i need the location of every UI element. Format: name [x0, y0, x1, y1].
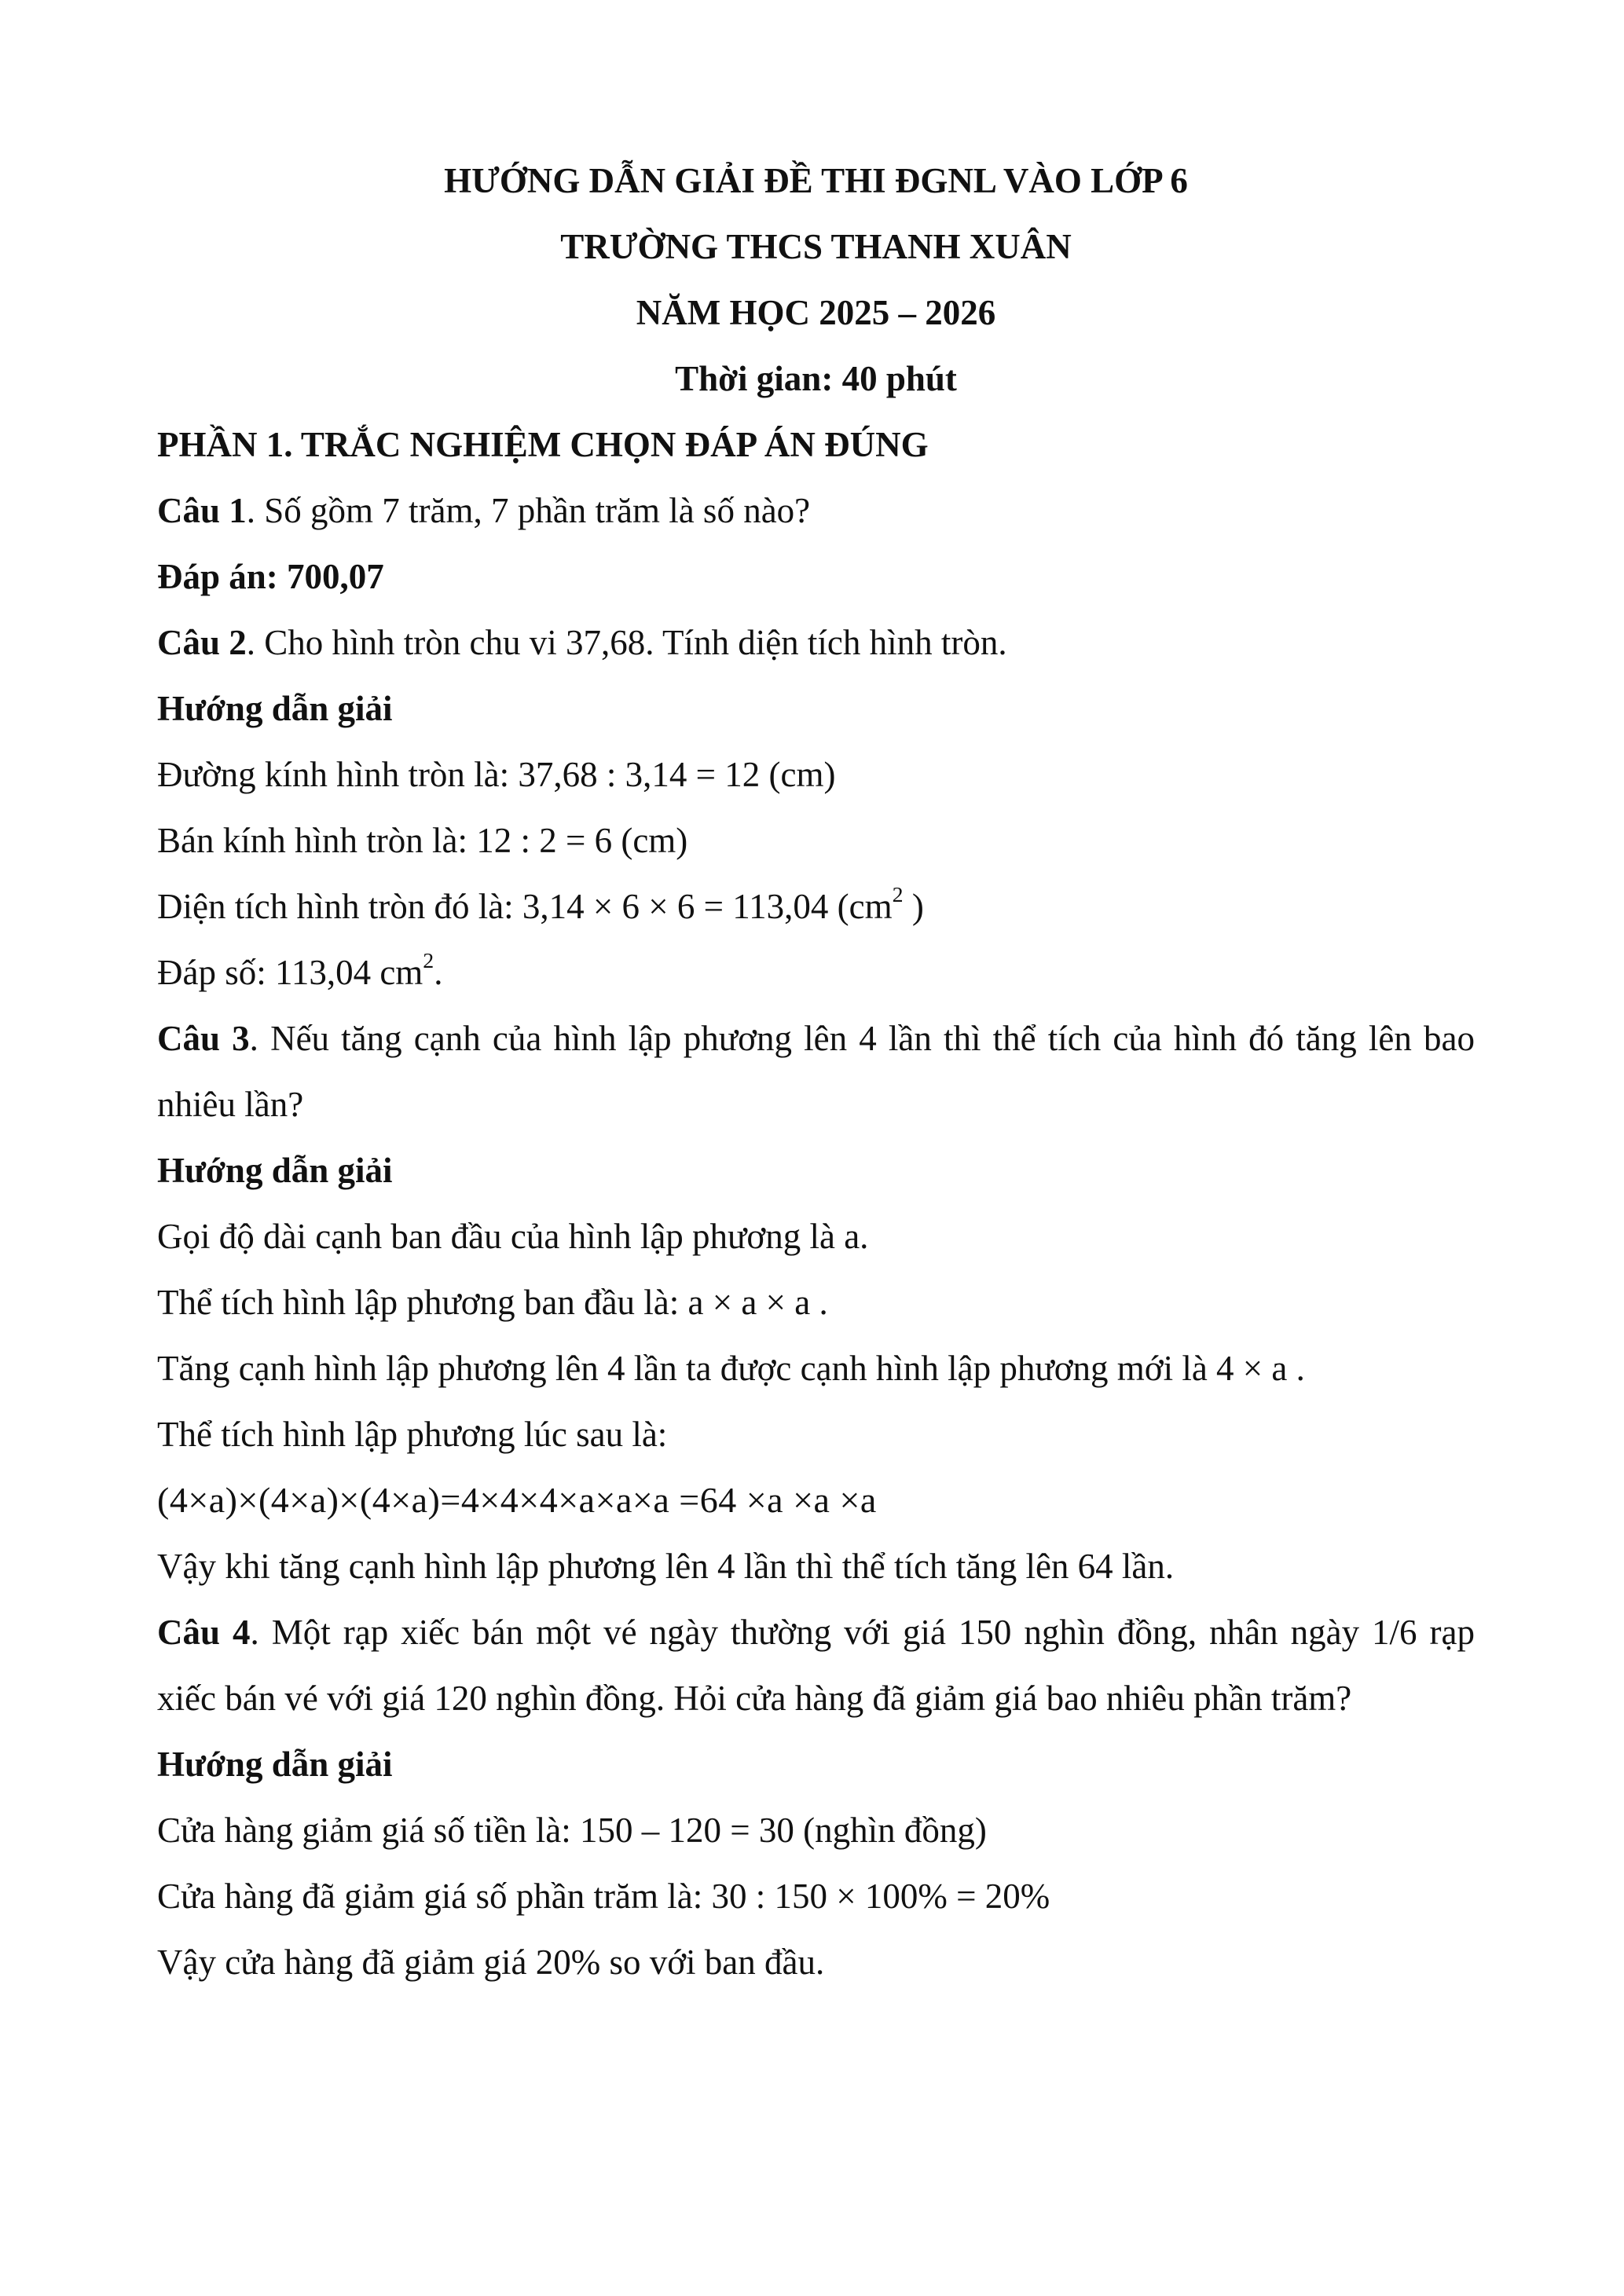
volume-formula: (4×a)×(4×a)×(4×a)=4×4×4×a×a×a =64 ×a ×a ×a [157, 1480, 877, 1520]
conclusion-line: Vậy khi tăng cạnh hình lập phương lên 4 lần thì thể tích tăng lên 64 lần. [157, 1547, 1175, 1586]
school-year: NĂM HỌC 2025 – 2026 [636, 293, 996, 332]
answer-1: Đáp án: 700,07 [157, 557, 384, 596]
final-answer [157, 939, 1475, 1005]
question-label: Câu 2 [157, 623, 247, 662]
solution-line: Bán kính hình tròn là: 12 : 2 = 6 (cm) [157, 821, 688, 860]
conclusion-line: Vậy cửa hàng đã giảm giá 20% so với ban đầu. [157, 1943, 825, 1982]
solution-heading: Hướng dẫn giải [157, 1151, 393, 1190]
doc-title: HƯỚNG DẪN GIẢI ĐỀ THI ĐGNL VÀO LỚP 6 [444, 161, 1188, 200]
question-label: Câu 4 [157, 1613, 251, 1652]
school-name: TRƯỜNG THCS THANH XUÂN [560, 227, 1072, 266]
solution-line: Tăng cạnh hình lập phương lên 4 lần ta được cạnh hình lập phương mới là 4 × a . [157, 1349, 1305, 1388]
solution-heading: Hướng dẫn giải [157, 689, 393, 728]
solution-line [157, 873, 1475, 939]
exam-duration: Thời gian: 40 phút [675, 359, 957, 398]
solution-line: Đường kính hình tròn là: 37,68 : 3,14 = 12 (cm) [157, 755, 836, 794]
question-3 [157, 1005, 1475, 1137]
solution-text: Đáp số: 113,04 cm [157, 953, 423, 992]
question-1 [157, 478, 1475, 544]
superscript: 2 [892, 883, 904, 908]
solution-heading: Hướng dẫn giải [157, 1745, 393, 1784]
question-label: Câu 3 [157, 1019, 250, 1058]
solution-line: Cửa hàng đã giảm giá số phần trăm là: 30 : 150 × 100% = 20% [157, 1877, 1050, 1916]
question-4 [157, 1599, 1475, 1731]
solution-line: Cửa hàng giảm giá số tiền là: 150 – 120 = 30 (nghìn đồng) [157, 1811, 987, 1850]
question-text: . Một rạp xiếc bán một vé ngày thường với giá 150 nghìn đồng, nhân ngày 1/6 rạp xiếc bán vé với giá 120 nghìn đồng. Hỏi cửa hàng đã giảm giá bao nhiêu phần trăm? [157, 1613, 1475, 1718]
superscript: 2 [423, 949, 434, 974]
question-2 [157, 610, 1475, 676]
question-text: . Số gồm 7 trăm, 7 phần trăm là số nào? [246, 491, 811, 530]
solution-text: ) [903, 887, 924, 926]
solution-text: . [434, 953, 443, 992]
solution-line: Gọi độ dài cạnh ban đầu của hình lập phương là a. [157, 1217, 869, 1256]
section-title: PHẦN 1. TRẮC NGHIỆM CHỌN ĐÁP ÁN ĐÚNG [157, 425, 929, 464]
question-text: . Nếu tăng cạnh của hình lập phương lên 4 lần thì thể tích của hình đó tăng lên bao nhiêu lần? [157, 1019, 1475, 1124]
solution-text: Diện tích hình tròn đó là: 3,14 × 6 × 6 = 113,04 (cm [157, 887, 893, 926]
solution-line: Thể tích hình lập phương lúc sau là: [157, 1415, 668, 1454]
question-label: Câu 1 [157, 491, 247, 530]
question-text: . Cho hình tròn chu vi 37,68. Tính diện tích hình tròn. [246, 623, 1007, 662]
solution-line: Thể tích hình lập phương ban đầu là: a × a × a . [157, 1283, 828, 1322]
